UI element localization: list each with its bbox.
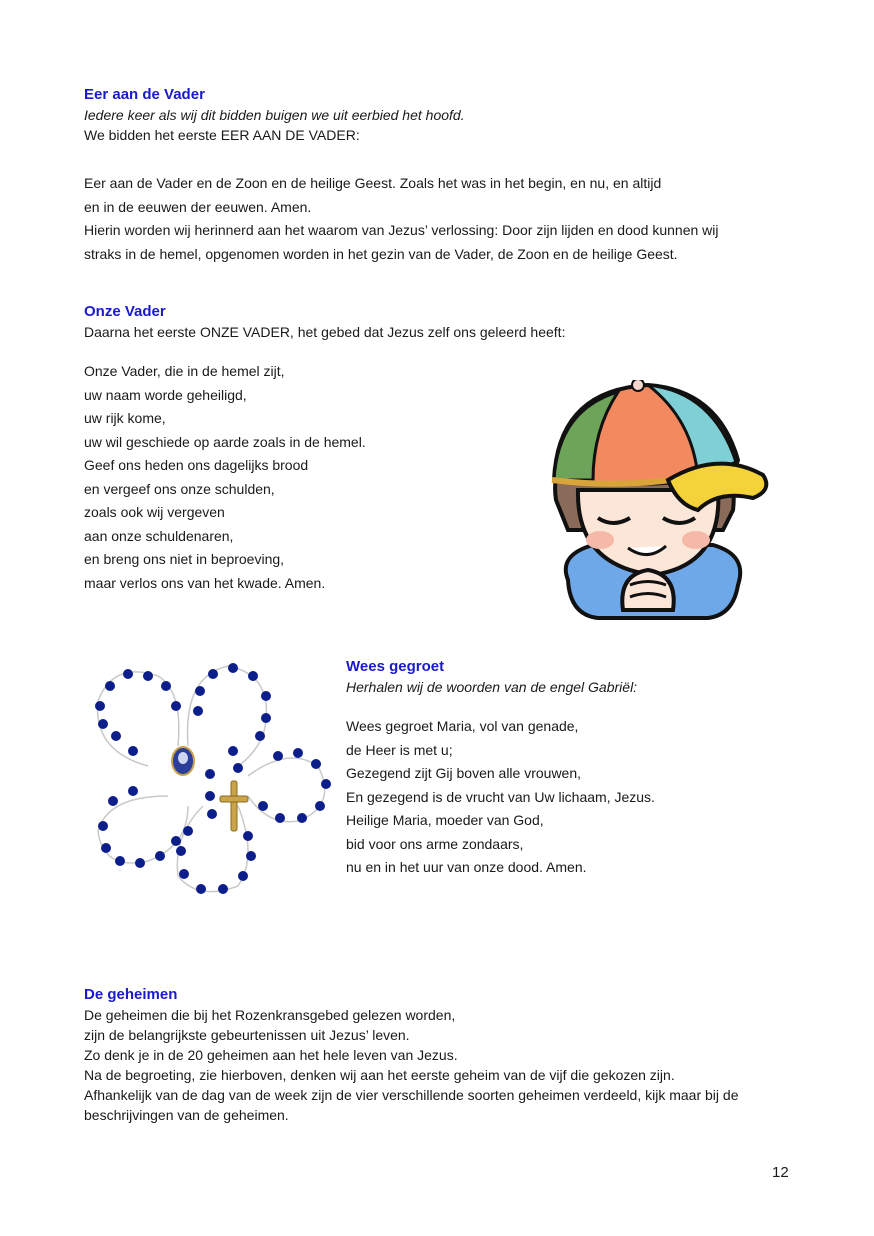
prayer-line: uw naam worde geheiligd, <box>84 386 247 403</box>
prayer-line: maar verlos ons van het kwade. Amen. <box>84 574 326 591</box>
prayer-line: uw rijk kome, <box>84 410 166 426</box>
prayer-line: Gezegend zijt Gij boven alle vrouwen, <box>346 765 582 781</box>
prayer-line: Onze Vader, die in de hemel zijt, <box>84 363 285 379</box>
prayer-line: zoals ook wij vergeven <box>84 504 225 520</box>
prayer-line: Wees gegroet Maria, vol van genade, <box>346 718 579 734</box>
body-line: Na de begroeting, zie hierboven, denken wij aan het eerste geheim van de vijf die gekozen zijn. <box>84 1067 675 1083</box>
section-eer-aan-de-vader <box>84 85 718 266</box>
prayer-line: bid voor ons arme zondaars, <box>346 835 524 852</box>
section-heading: Onze Vader <box>84 303 166 320</box>
prayer-line: Hierin worden wij herinnerd aan het waarom van Jezus’ verlossing: Door zijn lijden en dood kunnen wij <box>84 222 719 238</box>
section-heading: Wees gegroet <box>346 658 445 675</box>
body-line: Afhankelijk van de dag van de week zijn de vier verschillende soorten geheimen verdeeld, kijk maar bij de <box>84 1087 739 1103</box>
body-line: zijn de belangrijkste gebeurtenissen uit Jezus’ leven. <box>84 1027 410 1043</box>
section-onze-vader <box>84 302 565 595</box>
section-heading: Eer aan de Vader <box>84 86 205 103</box>
body-line: De geheimen die bij het Rozenkransgebed gelezen worden, <box>84 1007 456 1023</box>
page-number: 12 <box>772 1164 789 1181</box>
body-line: beschrijvingen van de geheimen. <box>84 1107 289 1123</box>
prayer-line: nu en in het uur van onze dood. Amen. <box>346 859 587 875</box>
intro-text: We bidden het eerste EER AAN DE VADER: <box>84 127 360 143</box>
intro-italic: Iedere keer als wij dit bidden buigen we uit eerbied het hoofd. <box>84 107 465 123</box>
body-line: Zo denk je in de 20 geheimen aan het hele leven van Jezus. <box>84 1047 458 1063</box>
intro-text: Daarna het eerste ONZE VADER, het gebed dat Jezus zelf ons geleerd heeft: <box>84 324 566 340</box>
section-wees-gegroet <box>346 657 655 880</box>
prayer-line: Heilige Maria, moeder van God, <box>346 812 544 828</box>
section-de-geheimen <box>84 985 738 1125</box>
rosary-image <box>88 656 338 901</box>
prayer-line: straks in de hemel, opgenomen worden in het gezin van de Vader, de Zoon en de heilige Geest. <box>84 245 678 262</box>
prayer-line: en breng ons niet in beproeving, <box>84 551 285 567</box>
intro-italic: Herhalen wij de woorden van de engel Gabriël: <box>346 679 638 695</box>
prayer-line: aan onze schuldenaren, <box>84 527 234 544</box>
prayer-line: de Heer is met u; <box>346 741 453 758</box>
prayer-line: Geef ons heden ons dagelijks brood <box>84 457 309 473</box>
section-heading: De geheimen <box>84 986 178 1003</box>
prayer-line: en in de eeuwen der eeuwen. Amen. <box>84 198 312 215</box>
prayer-line: En gezegend is de vrucht van Uw lichaam, Jezus. <box>346 788 655 805</box>
prayer-line: Eer aan de Vader en de Zoon en de heilige Geest. Zoals het was in het begin, en nu, en altijd <box>84 175 662 191</box>
prayer-line: uw wil geschiede op aarde zoals in de hemel. <box>84 433 366 450</box>
prayer-line: en vergeef ons onze schulden, <box>84 480 275 497</box>
praying-boy-illustration <box>538 380 773 620</box>
